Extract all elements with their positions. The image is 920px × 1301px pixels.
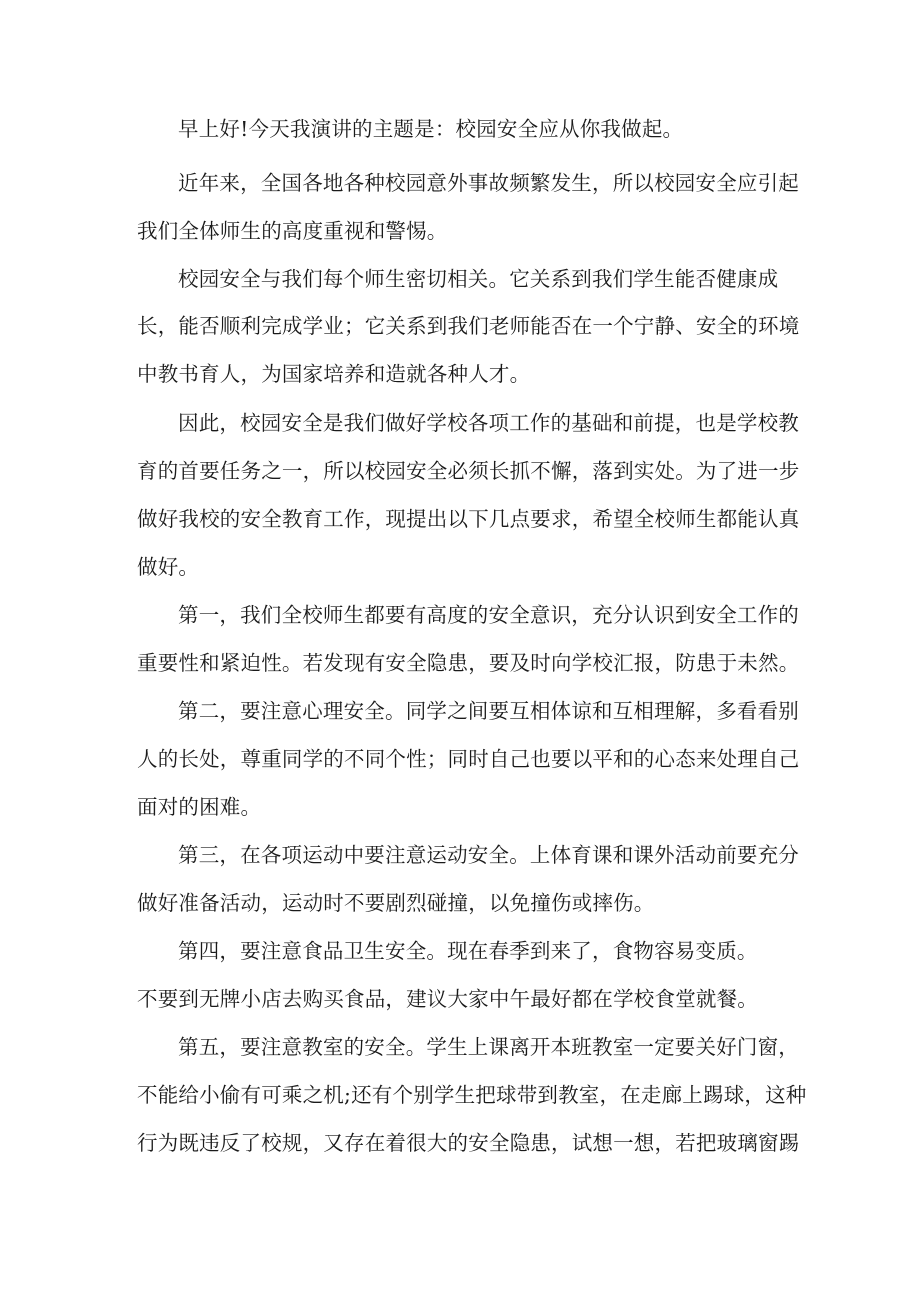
text-line: 重要性和紧迫性。若发现有安全隐患，要及时向学校汇报，防患于未然。 (137, 651, 800, 675)
text-line: 做好我校的安全教育工作，现提出以下几点要求，希望全校师生都能认真 (137, 507, 800, 531)
text-line: 人的长处，尊重同学的不同个性；同时自己也要以平和的心态来处理自己 (137, 747, 800, 771)
text-line: 中教书育人，为国家培养和造就各种人才。 (137, 362, 531, 386)
text-line: 第四，要注意食品卫生安全。现在春季到来了，食物容易变质。 (178, 939, 758, 963)
text-line: 不能给小偷有可乘之机;还有个别学生把球带到教室，在走廊上踢球，这种 (137, 1083, 807, 1107)
text-line: 行为既违反了校规，又存在着很大的安全隐患，试想一想，若把玻璃窗踢 (137, 1131, 800, 1155)
text-line: 校园安全与我们每个师生密切相关。它关系到我们学生能否健康成 (178, 267, 779, 291)
text-line: 第二，要注意心理安全。同学之间要互相体谅和互相理解，多看看别 (178, 699, 799, 723)
text-line: 第一，我们全校师生都要有高度的安全意识，充分认识到安全工作的 (178, 603, 799, 627)
text-line: 早上好!今天我演讲的主题是：校园安全应从你我做起。 (178, 117, 684, 141)
text-line: 长，能否顺利完成学业；它关系到我们老师能否在一个宁静、安全的环境 (137, 314, 800, 338)
text-line: 我们全体师生的高度重视和警惕。 (137, 219, 448, 243)
text-line: 做好。 (137, 555, 200, 579)
text-line: 面对的困难。 (137, 795, 262, 819)
text-line: 因此，校园安全是我们做好学校各项工作的基础和前提，也是学校教 (178, 411, 799, 435)
text-line: 近年来，全国各地各种校园意外事故频繁发生，所以校园安全应引起 (178, 171, 799, 195)
text-line: 育的首要任务之一，所以校园安全必须长抓不懈，落到实处。为了进一步 (137, 459, 800, 483)
text-line: 第三，在各项运动中要注意运动安全。上体育课和课外活动前要充分 (178, 843, 799, 867)
text-line: 做好准备活动，运动时不要剧烈碰撞，以免撞伤或摔伤。 (137, 891, 655, 915)
text-line: 不要到无牌小店去购买食品，建议大家中午最好都在学校食堂就餐。 (137, 987, 758, 1011)
text-line: 第五，要注意教室的安全。学生上课离开本班教室一定要关好门窗， (178, 1035, 799, 1059)
